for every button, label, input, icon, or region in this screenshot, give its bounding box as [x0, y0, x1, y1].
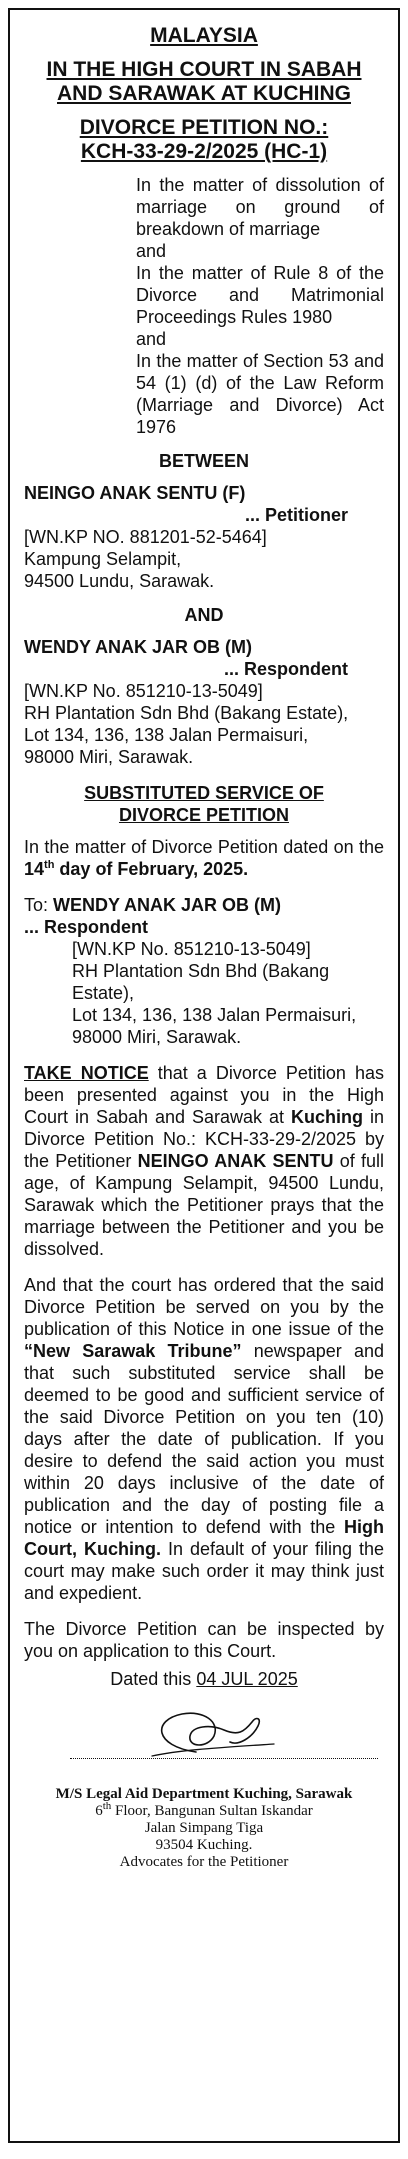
- petitioner-address-line1: Kampung Selampit,: [24, 549, 182, 569]
- and-heading: AND: [184, 605, 224, 625]
- order-bold-newspaper: “New Sarawak Tribune”: [24, 1341, 242, 1361]
- firm-floor-sup: th: [102, 1800, 112, 1812]
- firm-floor-rest: Floor, Bangunan Sultan Iskandar: [111, 1803, 313, 1819]
- signature-line: [70, 1758, 378, 1759]
- respondent-block: [24, 636, 384, 768]
- firm-role: Advocates for the Petitioner: [119, 1854, 289, 1870]
- notice-bold-kuching: Kuching: [291, 1107, 364, 1127]
- substituted-service-title: [24, 782, 384, 826]
- firm-address-road: Jalan Simpang Tiga: [144, 1820, 264, 1836]
- petition-date-paragraph: [24, 836, 384, 880]
- petition-date-pre: In the matter of Divorce Petition dated on the: [24, 837, 384, 857]
- to-address: [72, 938, 384, 1048]
- respondent-address-line1: RH Plantation Sdn Bhd (Bakang Estate),: [24, 703, 349, 723]
- petition-date-sup: th: [44, 859, 55, 871]
- matter-and-1: and: [136, 241, 167, 261]
- petitioner-block: [24, 482, 384, 592]
- petition-number-line1: DIVORCE PETITION NO.:: [79, 116, 329, 139]
- order-text-1: And that the court has ordered that the said Divorce Petition be served on you by the publication of this Notice in one issue of the: [24, 1275, 384, 1339]
- firm-address-postcode: 93504 Kuching.: [155, 1837, 253, 1853]
- country-heading: MALAYSIA: [150, 24, 258, 47]
- to-line: [24, 894, 384, 916]
- petitioner-name: NEINGO ANAK SENTU (F): [24, 483, 246, 503]
- matter-dissolution: In the matter of dissolution of marriage on ground of breakdown of marriage: [136, 175, 384, 239]
- respondent-address-line2: Lot 134, 136, 138 Jalan Permaisuri,: [24, 725, 309, 745]
- to-ic: [WN.KP No. 851210-13-5049]: [72, 939, 311, 959]
- advocate-firm-block: [24, 1786, 384, 1871]
- to-address-line2: Lot 134, 136, 138 Jalan Permaisuri,: [72, 1005, 357, 1025]
- inspection-paragraph: The Divorce Petition can be inspected by you on application to this Court.: [24, 1619, 384, 1661]
- dated-pre: Dated this: [110, 1669, 197, 1689]
- respondent-ic: [WN.KP No. 851210-13-5049]: [24, 681, 263, 701]
- to-address-line3: 98000 Miri, Sarawak.: [72, 1027, 242, 1047]
- dated-line: [24, 1668, 384, 1690]
- to-address-line1: RH Plantation Sdn Bhd (Bakang Estate),: [72, 961, 330, 1003]
- notice-header: [24, 24, 384, 164]
- petition-date-day: 14: [24, 859, 45, 879]
- petition-date-rest: day of February, 2025.: [54, 859, 249, 879]
- court-order-paragraph: [24, 1274, 384, 1604]
- notice-text-1: that a Divorce Petition has been presented against you in the High Court in Sabah and Sarawak at: [24, 1063, 384, 1127]
- to-label: To:: [24, 895, 54, 915]
- to-block: [24, 894, 384, 1048]
- signature-area: [24, 1696, 384, 1786]
- to-name: WENDY ANAK JAR OB (M): [53, 895, 282, 915]
- between-heading: BETWEEN: [159, 451, 249, 471]
- notice-text-2: in Divorce Petition No.: KCH-33-29-2/2025 by the Petitioner: [24, 1107, 385, 1171]
- petitioner-address-line2: 94500 Lundu, Sarawak.: [24, 571, 215, 591]
- matter-and-2: and: [136, 329, 167, 349]
- respondent-role: ... Respondent: [223, 659, 348, 679]
- matter-section-53: In the matter of Section 53 and 54 (1) (d) of the Law Reform (Marriage and Divorce) Act 1976: [136, 351, 384, 437]
- order-text-2: newspaper and that such substituted service shall be deemed to be good and sufficient service of the said Divorce Petition on you ten (10) days after the date of publication. If you desire to defend the said action you must within 20 days inclusive of the date of publication and the day of posting file a notice or intention to defend with the: [24, 1341, 385, 1537]
- matter-rule-8: In the matter of Rule 8 of the Divorce and Matrimonial Proceedings Rules 1980: [136, 263, 384, 327]
- order-bold-court: High Court, Kuching.: [24, 1517, 384, 1559]
- firm-floor-number: 6: [95, 1803, 103, 1819]
- petitioner-role: ... Petitioner: [244, 505, 348, 525]
- notice-text-3: of full age, of Kampung Selampit, 94500 Lundu, Sarawak which the Petitioner prays that the marriage between the Petitioner and you be dissolved.: [24, 1151, 384, 1259]
- legal-notice: [8, 8, 400, 2143]
- court-heading-line1: IN THE HIGH COURT IN SABAH: [46, 58, 362, 81]
- firm-address-floor: [24, 1800, 384, 1820]
- to-role: ... Respondent: [24, 917, 149, 937]
- substituted-title-line1: SUBSTITUTED SERVICE OF: [84, 783, 324, 803]
- petitioner-ic: [WN.KP NO. 881201-52-5464]: [24, 527, 267, 547]
- order-text-3: In default of your filing the court may make such order it may think just and expedient.: [24, 1539, 384, 1603]
- dated-date: 04 JUL 2025: [196, 1669, 298, 1689]
- take-notice-heading: TAKE NOTICE: [24, 1063, 149, 1083]
- petition-number-line2: KCH-33-29-2/2025 (HC-1): [80, 140, 328, 163]
- take-notice-paragraph: [24, 1062, 384, 1260]
- firm-name: M/S Legal Aid Department Kuching, Sarawak: [55, 1786, 353, 1802]
- respondent-address-line3: 98000 Miri, Sarawak.: [24, 747, 194, 767]
- substituted-title-line2: DIVORCE PETITION: [118, 805, 289, 825]
- matter-clauses: [136, 174, 384, 438]
- signature-image: [134, 1702, 284, 1764]
- respondent-name: WENDY ANAK JAR OB (M): [24, 637, 252, 657]
- notice-bold-petitioner: NEINGO ANAK SENTU: [137, 1151, 334, 1171]
- court-heading-line2: AND SARAWAK AT KUCHING: [57, 82, 351, 105]
